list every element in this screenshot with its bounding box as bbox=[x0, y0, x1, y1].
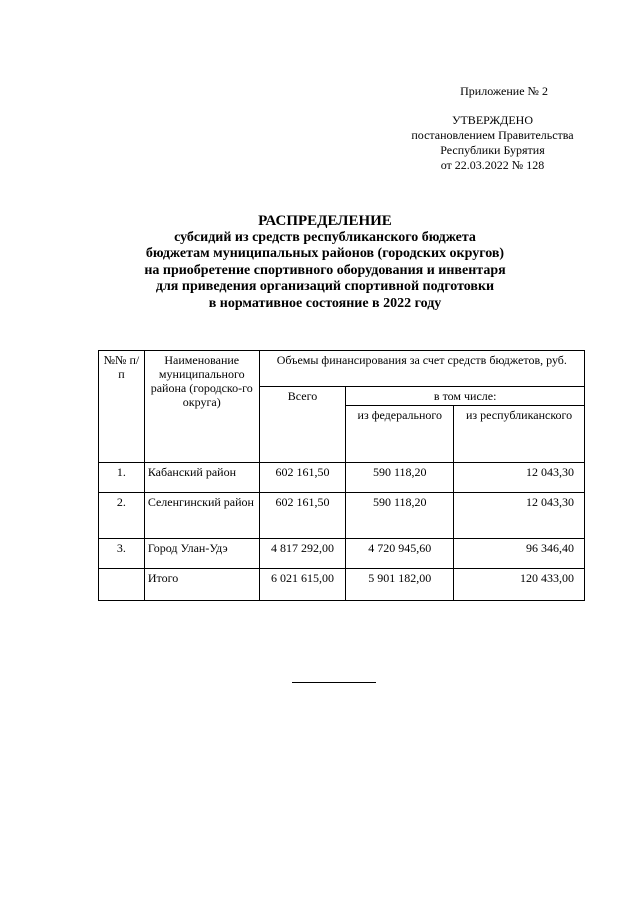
header-federal: из федерального bbox=[346, 406, 454, 463]
table-row bbox=[99, 493, 585, 539]
approval-block bbox=[380, 113, 605, 173]
end-divider bbox=[292, 682, 376, 683]
row-total: 4 817 292,00 bbox=[259, 539, 346, 569]
header-republic: из республиканского bbox=[454, 406, 585, 463]
table-total-row bbox=[99, 569, 585, 601]
approval-label: УТВЕРЖДЕНО bbox=[451, 113, 533, 127]
row-republic: 96 346,40 bbox=[454, 539, 585, 569]
row-district: Кабанский район bbox=[144, 463, 259, 493]
row-number bbox=[99, 569, 145, 601]
row-federal: 590 118,20 bbox=[346, 463, 454, 493]
title-line: на приобретение спортивного оборудования и инвентаря bbox=[144, 262, 506, 278]
approval-authority: постановлением Правительства bbox=[411, 128, 574, 142]
title-line: бюджетам муниципальных районов (городских округов) bbox=[145, 246, 505, 261]
title-line: в нормативное состояние в 2022 году bbox=[208, 295, 442, 311]
funding-table bbox=[98, 350, 585, 601]
row-total: 602 161,50 bbox=[259, 463, 346, 493]
row-federal: 4 720 945,60 bbox=[346, 539, 454, 569]
approval-region: Республики Бурятия bbox=[440, 143, 545, 157]
header-total: Всего bbox=[259, 387, 346, 463]
row-republic: 12 043,30 bbox=[454, 463, 585, 493]
approval-date: от 22.03.2022 № 128 bbox=[440, 158, 545, 172]
row-republic: 120 433,00 bbox=[454, 569, 585, 601]
row-federal: 590 118,20 bbox=[346, 493, 454, 539]
row-number: 1. bbox=[99, 463, 145, 493]
row-district: Селенгинский район bbox=[144, 493, 259, 539]
row-district: Итого bbox=[144, 569, 259, 601]
document-title bbox=[60, 213, 590, 312]
row-district: Город Улан-Удэ bbox=[144, 539, 259, 569]
header-number: №№ п/п bbox=[99, 351, 145, 463]
title-line: субсидий из средств республиканского бюджета bbox=[174, 229, 476, 245]
row-federal: 5 901 182,00 bbox=[346, 569, 454, 601]
table-row bbox=[99, 463, 585, 493]
header-district-name: Наименование муниципального района (городско-го округа) bbox=[144, 351, 259, 463]
row-number: 3. bbox=[99, 539, 145, 569]
row-total: 6 021 615,00 bbox=[259, 569, 346, 601]
header-funding-volume: Объемы финансирования за счет средств бюджетов, руб. bbox=[259, 351, 584, 387]
row-total: 602 161,50 bbox=[259, 493, 346, 539]
row-republic: 12 043,30 bbox=[454, 493, 585, 539]
row-number: 2. bbox=[99, 493, 145, 539]
header-including: в том числе: bbox=[346, 387, 585, 406]
title-heading: РАСПРЕДЕЛЕНИЕ bbox=[258, 213, 392, 229]
title-line: для приведения организаций спортивной подготовки bbox=[155, 279, 495, 294]
table-header-row bbox=[99, 351, 585, 387]
appendix-number: Приложение № 2 bbox=[460, 84, 548, 98]
table-row bbox=[99, 539, 585, 569]
